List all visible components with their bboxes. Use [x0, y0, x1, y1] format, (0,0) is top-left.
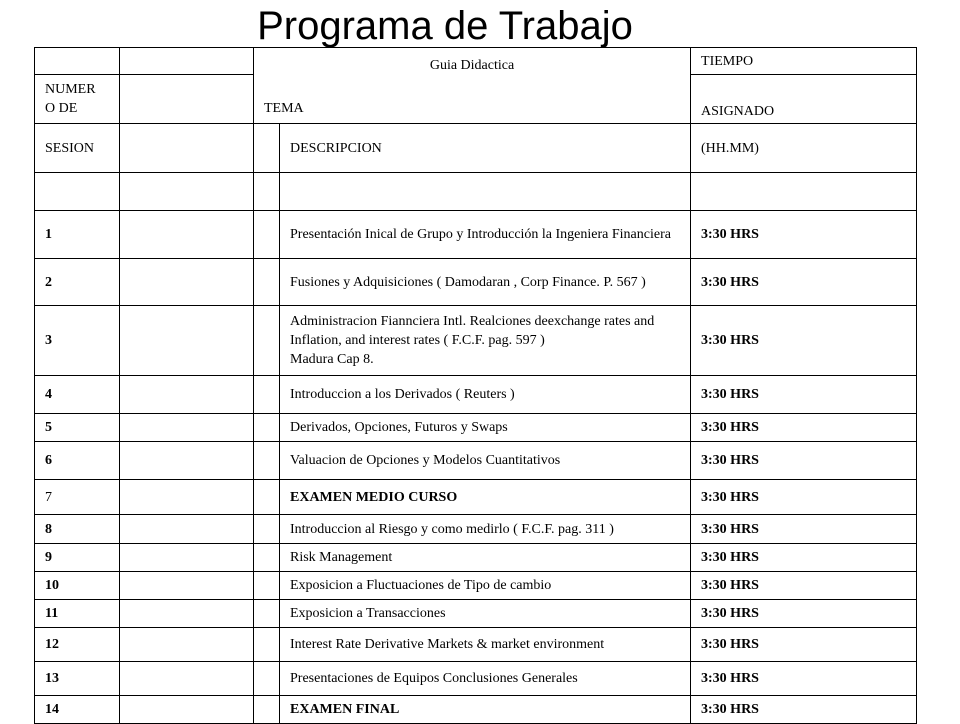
- blank-cell: [254, 544, 280, 572]
- table-row: [35, 259, 917, 306]
- table-row: [35, 480, 917, 515]
- blank-cell: [120, 211, 254, 259]
- numero-de-label: NUMER O DE: [45, 82, 96, 116]
- session-description: Presentaciones de Equipos Conclusiones Generales: [280, 662, 691, 696]
- table-row: [35, 628, 917, 662]
- session-time: 3:30 HRS: [691, 544, 917, 572]
- hhmm-label: (HH.MM): [701, 140, 759, 156]
- blank-cell: [120, 515, 254, 544]
- blank-cell: [120, 662, 254, 696]
- session-number: 2: [35, 259, 120, 306]
- session-time: 3:30 HRS: [691, 600, 917, 628]
- session-number: 1: [35, 211, 120, 259]
- blank-cell: [120, 600, 254, 628]
- table-row: [35, 442, 917, 480]
- header-cell-empty: [35, 48, 120, 75]
- header-descripcion-cell: [280, 124, 691, 173]
- session-number: 13: [35, 662, 120, 696]
- table-row: [35, 515, 917, 544]
- blank-cell: [254, 628, 280, 662]
- session-number: 8: [35, 515, 120, 544]
- blank-cell: [120, 572, 254, 600]
- session-description-note: Madura Cap 8.: [290, 352, 374, 367]
- session-description: Exposicion a Fluctuaciones de Tipo de cambio: [280, 572, 691, 600]
- session-description: Introduccion al Riesgo y como medirlo ( F.C.F. pag. 311 ): [280, 515, 691, 544]
- blank-cell: [254, 414, 280, 442]
- blank-cell: [120, 628, 254, 662]
- blank-cell: [254, 572, 280, 600]
- session-time: 3:30 HRS: [691, 376, 917, 414]
- session-time: 3:30 HRS: [691, 442, 917, 480]
- blank-cell: [120, 544, 254, 572]
- header-tiempo-cell: [691, 48, 917, 75]
- page-title: Programa de Trabajo: [257, 4, 633, 48]
- header-cell-empty: [254, 124, 280, 173]
- table-row: [35, 306, 917, 376]
- session-time: 3:30 HRS: [691, 480, 917, 515]
- blank-cell: [691, 173, 917, 211]
- session-number: 12: [35, 628, 120, 662]
- session-description: Exposicion a Transacciones: [280, 600, 691, 628]
- header-numero-cell: [35, 75, 120, 124]
- session-description: EXAMEN FINAL: [280, 696, 691, 724]
- blank-cell: [254, 662, 280, 696]
- session-number: 5: [35, 414, 120, 442]
- table-row: [35, 572, 917, 600]
- table-row: [35, 600, 917, 628]
- blank-cell: [120, 259, 254, 306]
- blank-cell: [120, 480, 254, 515]
- header-cell-empty: [120, 75, 254, 124]
- blank-cell: [120, 414, 254, 442]
- table-row: [35, 662, 917, 696]
- blank-cell: [254, 480, 280, 515]
- descripcion-label: DESCRIPCION: [290, 140, 382, 156]
- table-row: [35, 211, 917, 259]
- header-row-3: [35, 124, 917, 173]
- session-number: 9: [35, 544, 120, 572]
- session-description: Administracion Fiannciera Intl. Realciones deexchange rates and Inflation, and interest rates ( F.C.F. pag. 597 ): [290, 314, 655, 348]
- blank-cell: [280, 173, 691, 211]
- session-description: Interest Rate Derivative Markets & market environment: [280, 628, 691, 662]
- blank-cell: [254, 515, 280, 544]
- session-number: 4: [35, 376, 120, 414]
- blank-cell: [254, 259, 280, 306]
- blank-cell: [254, 306, 280, 376]
- session-time: 3:30 HRS: [691, 306, 917, 376]
- session-description: Introduccion a los Derivados ( Reuters ): [280, 376, 691, 414]
- blank-cell: [120, 442, 254, 480]
- guia-didactica-label: Guia Didactica: [429, 58, 515, 73]
- blank-cell: [254, 696, 280, 724]
- session-time: 3:30 HRS: [691, 696, 917, 724]
- header-cell-empty: [120, 48, 254, 75]
- tiempo-label: TIEMPO: [701, 53, 754, 69]
- tema-label: TEMA: [264, 101, 304, 116]
- blank-cell: [254, 600, 280, 628]
- header-cell-empty: [120, 124, 254, 173]
- session-time: 3:30 HRS: [691, 211, 917, 259]
- table-row: [35, 414, 917, 442]
- header-asignado-cell: [691, 75, 917, 124]
- session-number: 3: [35, 306, 120, 376]
- blank-cell: [254, 442, 280, 480]
- session-description: EXAMEN MEDIO CURSO: [280, 480, 691, 515]
- session-time: 3:30 HRS: [691, 515, 917, 544]
- schedule-table: [34, 47, 917, 724]
- blank-cell: [254, 376, 280, 414]
- session-number: 10: [35, 572, 120, 600]
- session-description: Presentación Inical de Grupo y Introducción la Ingeniera Financiera: [280, 211, 691, 259]
- session-description: Fusiones y Adquisiciones ( Damodaran , Corp Finance. P. 567 ): [280, 259, 691, 306]
- session-time: 3:30 HRS: [691, 628, 917, 662]
- table-row: [35, 544, 917, 572]
- session-number: 11: [35, 600, 120, 628]
- blank-row: [35, 173, 917, 211]
- asignado-label: ASIGNADO: [701, 104, 775, 119]
- blank-cell: [120, 376, 254, 414]
- header-sesion-cell: [35, 124, 120, 173]
- session-number: 14: [35, 696, 120, 724]
- session-number: 6: [35, 442, 120, 480]
- session-time: 3:30 HRS: [691, 414, 917, 442]
- sesion-label: SESION: [45, 140, 95, 156]
- blank-cell: [120, 306, 254, 376]
- session-number: 7: [35, 480, 120, 515]
- session-description: Risk Management: [280, 544, 691, 572]
- header-hhmm-cell: [691, 124, 917, 173]
- blank-cell: [120, 696, 254, 724]
- table-row: [35, 376, 917, 414]
- blank-cell: [254, 211, 280, 259]
- header-row-1: [35, 48, 917, 75]
- table-row: [35, 696, 917, 724]
- blank-cell: [254, 173, 280, 211]
- session-time: 3:30 HRS: [691, 572, 917, 600]
- blank-cell: [120, 173, 254, 211]
- blank-cell: [35, 173, 120, 211]
- session-description: Derivados, Opciones, Futuros y Swaps: [280, 414, 691, 442]
- session-time: 3:30 HRS: [691, 662, 917, 696]
- session-description: Valuacion de Opciones y Modelos Cuantitativos: [280, 442, 691, 480]
- session-description-cell: [280, 306, 691, 376]
- session-time: 3:30 HRS: [691, 259, 917, 306]
- header-tema-cell: [254, 48, 691, 124]
